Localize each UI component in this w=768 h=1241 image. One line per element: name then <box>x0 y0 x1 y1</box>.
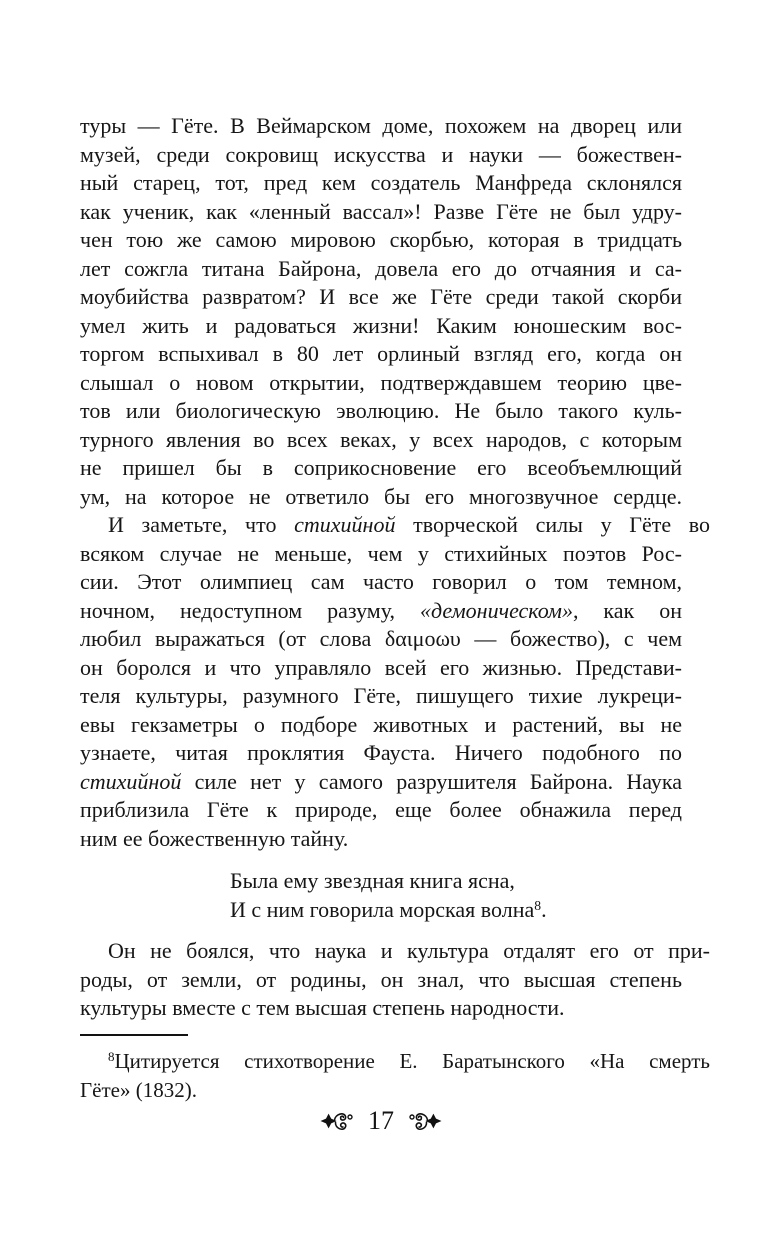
text-line: приблизила Гёте к природе, еще более обнажила перед <box>80 797 682 822</box>
page-number: 17 <box>368 1106 394 1135</box>
text-line: лет сожгла титана Байрона, довела его до отчаяния и са- <box>80 255 682 281</box>
text-line: как ученик, как «ленный вассал»! Разве Гёте не был удру- <box>80 198 682 224</box>
text-line: ный старец, тот, пред кем создатель Манфреда склонялся <box>80 170 682 195</box>
text-line: культуры вместе с тем высшая степень народности. <box>80 995 565 1020</box>
text-line: сии. Этот олимпиец сам часто говорил о том темном, <box>80 569 682 594</box>
text-line: ночном, недоступном разуму, «демоническом», как он <box>80 597 682 623</box>
paragraph-2 <box>80 511 711 853</box>
poem-quote <box>230 867 682 927</box>
text-line: умел жить и радоваться жизни! Каким юношеским вос- <box>80 312 682 338</box>
text-line: ум, на которое не ответило бы его многозвучное сердце. <box>80 483 682 509</box>
text-line: теля культуры, разумного Гёте, пишущего тихие лукреци- <box>80 683 682 708</box>
text-line: слышал о новом открытии, подтверждавшем теорию цве- <box>80 369 682 395</box>
text-line: узнаете, читая проклятия Фауста. Ничего подобного по <box>80 740 682 765</box>
text-line: всяком случае не меньше, чем у стихийных поэтов Рос- <box>80 540 682 566</box>
text-line: Гёте» (1832). <box>80 1077 197 1102</box>
text-line: не пришел бы в соприкосновение его всеобъемлющий <box>80 455 682 480</box>
text-line: И заметьте, что стихийной творческой силы у Гёте во <box>108 512 711 537</box>
text-line: ним ее божественную тайну. <box>80 825 349 851</box>
text-line: $^8$Цитируется стихотворение Е. Баратынского «На смерть <box>108 1048 710 1073</box>
text-line: торгом вспыхивал в 80 лет орлиный взгляд его, когда он <box>80 341 682 366</box>
text-line: евы гекзаметры о подборе животных и растений, вы не <box>80 711 682 737</box>
text-line: тов или биологическую эволюцию. Не было такого куль- <box>80 398 682 423</box>
text-line: любил выражаться (от слова δαιμοωυ — божество), с чем <box>80 626 682 651</box>
text-line: роды, от земли, от родины, он знал, что высшая степень <box>80 966 682 992</box>
text-line: Была ему звездная книга ясна, <box>230 868 515 893</box>
fleuron-left-icon <box>320 1109 353 1133</box>
text-line: стихийной силе нет у самого разрушителя Байрона. Наука <box>80 768 682 794</box>
page-text <box>80 112 711 1103</box>
text-line: турного явления во всех веках, у всех народов, с которым <box>80 426 682 452</box>
text-line: моубийства развратом? И все же Гёте среди такой скорби <box>80 284 682 309</box>
text-line: туры — Гёте. В Веймарском доме, похожем на дворец или <box>80 113 682 138</box>
page-footer <box>80 1106 682 1136</box>
footnote-rule <box>80 1034 188 1036</box>
fleuron-right-icon <box>409 1109 442 1133</box>
text-line: он боролся и что управляло всей его жизнью. Представи- <box>80 654 682 680</box>
text-line: чен тою же самою мировою скорбью, которая в тридцать <box>80 227 682 252</box>
paragraph-3 <box>80 937 710 1023</box>
footnote <box>80 1048 710 1103</box>
text-line: музей, среди сокровищ искусства и науки — божествен- <box>80 141 682 167</box>
paragraph-1 <box>80 112 682 511</box>
text-line: Он не боялся, что наука и культура отдалят его от при- <box>108 938 710 963</box>
text-line: И с ним говорила морская волна$^8$. <box>230 896 547 922</box>
